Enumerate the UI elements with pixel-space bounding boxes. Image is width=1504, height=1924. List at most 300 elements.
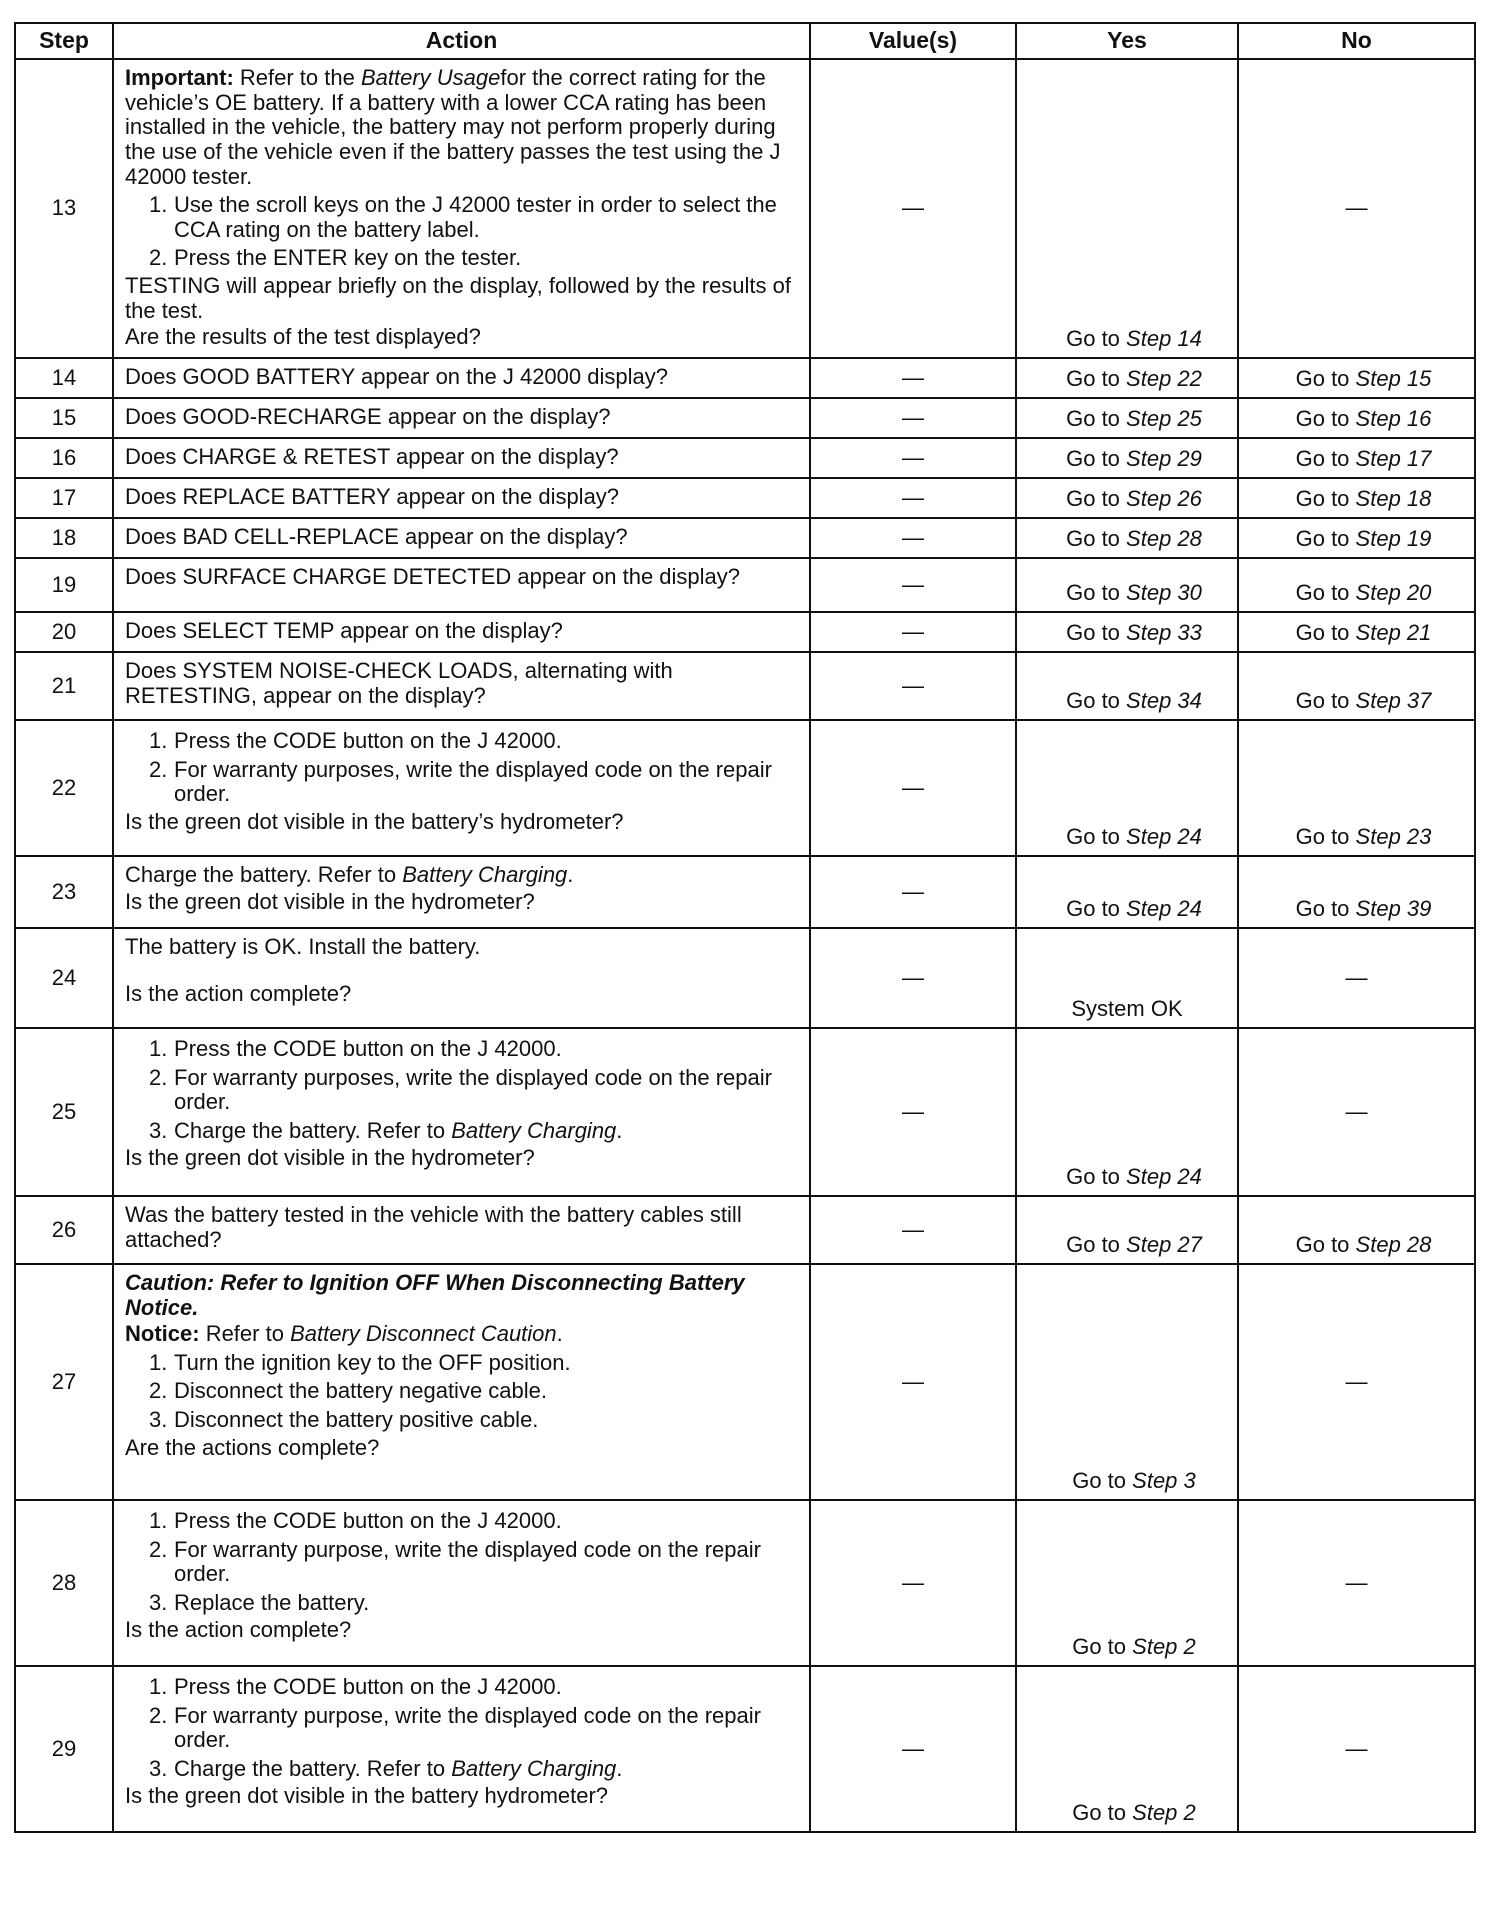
- values-cell: —: [810, 612, 1016, 652]
- step-reference: Step 39: [1355, 896, 1432, 922]
- numbered-item: [125, 758, 801, 807]
- numbered-item: [125, 1509, 801, 1534]
- text-run: Are the results of the test displayed?: [125, 324, 481, 350]
- yes-result: [1025, 327, 1229, 352]
- no-cell: [1238, 652, 1475, 720]
- step-number: 18: [15, 518, 113, 558]
- action-text: [125, 325, 801, 350]
- text-run: Is the green dot visible in the hydrometer?: [125, 1145, 535, 1171]
- text-run: for the correct rating for the vehicle’s OE battery. If a battery with a lower CCA rating has been installed in the vehicle, the battery may not perform properly during the use of the vehicle even if the battery passes the test using the J 42000 tester.: [125, 65, 781, 189]
- numbered-item: [125, 1066, 801, 1115]
- step-number: 20: [15, 612, 113, 652]
- step-number: 15: [15, 398, 113, 438]
- item-text: [174, 1379, 801, 1404]
- text-run: For warranty purpose, write the displayed code on the repair order.: [174, 1536, 761, 1587]
- text-run: Does BAD CELL-REPLACE appear on the display?: [125, 523, 628, 549]
- yes-result: [1025, 527, 1229, 552]
- no-cell: —: [1238, 1264, 1475, 1500]
- header-no: No: [1238, 23, 1475, 59]
- no-result: [1247, 487, 1466, 512]
- yes-cell: [1016, 928, 1238, 1028]
- goto-prefix: Go to: [1066, 620, 1120, 646]
- text-run: Does REPLACE BATTERY appear on the display?: [125, 483, 620, 509]
- yes-cell: [1016, 1500, 1238, 1666]
- text-run: For warranty purpose, write the displayed code on the repair order.: [174, 1702, 761, 1753]
- item-text: [174, 246, 801, 271]
- action-text: [125, 810, 801, 835]
- action-cell: [113, 1196, 810, 1264]
- header-values: Value(s): [810, 23, 1016, 59]
- action-cell: [113, 518, 810, 558]
- table-row: [15, 612, 1475, 652]
- numbered-item: [125, 1538, 801, 1587]
- text-run: Does GOOD-RECHARGE appear on the display?: [125, 403, 611, 429]
- step-reference: Step 30: [1126, 580, 1202, 606]
- goto-prefix: Go to: [1072, 1634, 1127, 1660]
- step-reference: Step 16: [1355, 406, 1432, 432]
- item-text: [174, 1591, 801, 1616]
- item-text: [174, 729, 801, 754]
- table-row: [15, 856, 1475, 928]
- action-text: [125, 1618, 801, 1643]
- table-row: [15, 59, 1475, 358]
- item-number: 2.: [149, 1536, 168, 1562]
- yes-cell: [1016, 1196, 1238, 1264]
- no-cell: [1238, 518, 1475, 558]
- table-row: [15, 1264, 1475, 1500]
- goto-prefix: Go to: [1066, 526, 1120, 552]
- step-number: 25: [15, 1028, 113, 1196]
- table-row: [15, 1666, 1475, 1832]
- no-result: [1247, 407, 1466, 432]
- yes-result: [1025, 825, 1229, 850]
- item-number: 1.: [149, 1507, 168, 1533]
- step-reference: Step 23: [1355, 824, 1432, 850]
- step-reference: Step 2: [1132, 1800, 1196, 1826]
- action-text: [125, 365, 801, 390]
- action-text: [125, 659, 801, 708]
- values-cell: —: [810, 358, 1016, 398]
- table-row: [15, 720, 1475, 856]
- no-result: [1247, 1233, 1466, 1258]
- yes-cell: [1016, 518, 1238, 558]
- step-number: 23: [15, 856, 113, 928]
- step-number: 17: [15, 478, 113, 518]
- step-number: 24: [15, 928, 113, 1028]
- numbered-item: [125, 729, 801, 754]
- no-cell: —: [1238, 928, 1475, 1028]
- step-reference: Step 20: [1355, 580, 1432, 606]
- table-row: [15, 478, 1475, 518]
- text-run: Press the CODE button on the J 42000.: [174, 1673, 562, 1699]
- text-run: The battery is OK. Install the battery.: [125, 933, 481, 959]
- numbered-item: [125, 1675, 801, 1700]
- action-cell: [113, 652, 810, 720]
- no-result: [1247, 621, 1466, 646]
- step-number: 16: [15, 438, 113, 478]
- no-cell: —: [1238, 1028, 1475, 1196]
- item-text: [174, 1351, 801, 1376]
- goto-prefix: Go to: [1066, 1164, 1120, 1190]
- action-cell: [113, 438, 810, 478]
- yes-result: [1025, 367, 1229, 392]
- action-text: [125, 890, 801, 915]
- no-cell: —: [1238, 1666, 1475, 1832]
- yes-result: [1025, 447, 1229, 472]
- item-number: 2.: [149, 1378, 168, 1404]
- action-cell: [113, 928, 810, 1028]
- action-text: [125, 982, 801, 1007]
- item-number: 2.: [149, 245, 168, 271]
- goto-prefix: Go to: [1295, 824, 1350, 850]
- goto-prefix: Go to: [1295, 526, 1350, 552]
- yes-result: [1025, 621, 1229, 646]
- goto-prefix: Go to: [1066, 486, 1120, 512]
- item-number: 3.: [149, 1755, 168, 1781]
- goto-prefix: Go to: [1295, 486, 1350, 512]
- numbered-item: [125, 246, 801, 271]
- text-run: Does CHARGE & RETEST appear on the display?: [125, 443, 619, 469]
- text-run: Does SYSTEM NOISE-CHECK LOADS, alternating with RETESTING, appear on the display?: [125, 657, 673, 708]
- item-text: [174, 1066, 801, 1115]
- no-result: [1247, 825, 1466, 850]
- text-run: Press the CODE button on the J 42000.: [174, 1035, 562, 1061]
- table-row: [15, 652, 1475, 720]
- goto-prefix: Go to: [1066, 366, 1120, 392]
- step-number: 27: [15, 1264, 113, 1500]
- no-cell: [1238, 398, 1475, 438]
- item-text: [174, 1538, 801, 1587]
- no-cell: [1238, 558, 1475, 612]
- item-text: [174, 1675, 801, 1700]
- table-row: [15, 1196, 1475, 1264]
- no-result: [1247, 581, 1466, 606]
- values-cell: —: [810, 518, 1016, 558]
- no-cell: —: [1238, 1500, 1475, 1666]
- item-text: [174, 1704, 801, 1753]
- yes-cell: [1016, 1666, 1238, 1832]
- yes-cell: [1016, 1264, 1238, 1500]
- step-reference: Step 25: [1126, 406, 1202, 432]
- table-body: [15, 59, 1475, 1832]
- no-result: [1247, 527, 1466, 552]
- step-reference: Step 18: [1355, 486, 1432, 512]
- numbered-item: [125, 1757, 801, 1782]
- step-reference: Step 29: [1126, 446, 1202, 472]
- reference-title: Battery Charging: [451, 1117, 617, 1143]
- item-number: 3.: [149, 1589, 168, 1615]
- yes-result: [1025, 487, 1229, 512]
- no-result: [1247, 897, 1466, 922]
- item-text: [174, 1037, 801, 1062]
- step-reference: Step 3: [1132, 1468, 1196, 1494]
- values-cell: —: [810, 1666, 1016, 1832]
- goto-prefix: Go to: [1066, 446, 1120, 472]
- text-run: Refer to: [205, 1321, 284, 1347]
- yes-cell: [1016, 478, 1238, 518]
- goto-prefix: Go to: [1295, 366, 1350, 392]
- step-number: 22: [15, 720, 113, 856]
- text-run: Are the actions complete?: [125, 1434, 380, 1460]
- yes-result: [1025, 1801, 1229, 1826]
- goto-prefix: Go to: [1295, 406, 1350, 432]
- goto-prefix: Go to: [1066, 406, 1120, 432]
- yes-cell: [1016, 59, 1238, 358]
- step-number: 26: [15, 1196, 113, 1264]
- item-text: [174, 1509, 801, 1534]
- action-cell: [113, 1500, 810, 1666]
- no-cell: [1238, 856, 1475, 928]
- diagnostic-table: [14, 22, 1476, 1833]
- item-text: [174, 1408, 801, 1433]
- values-cell: —: [810, 59, 1016, 358]
- reference-title: Battery Disconnect Caution: [290, 1321, 557, 1347]
- item-number: 1.: [149, 1673, 168, 1699]
- goto-prefix: Go to: [1295, 1232, 1350, 1258]
- text-run: Disconnect the battery negative cable.: [174, 1378, 548, 1404]
- goto-prefix: Go to: [1066, 1232, 1120, 1258]
- text-run: Is the green dot visible in the battery’s hydrometer?: [125, 808, 624, 834]
- table-row: [15, 928, 1475, 1028]
- action-text: [125, 485, 801, 510]
- action-cell: [113, 612, 810, 652]
- text-run: Does SURFACE CHARGE DETECTED appear on the display?: [125, 563, 741, 589]
- table-row: [15, 398, 1475, 438]
- action-cell: [113, 478, 810, 518]
- step-reference: Step 33: [1126, 620, 1202, 646]
- yes-result: [1025, 1233, 1229, 1258]
- step-reference: Step 21: [1355, 620, 1432, 646]
- step-reference: Step 28: [1126, 526, 1202, 552]
- text-run: .: [616, 1755, 623, 1781]
- text-run: .: [556, 1321, 563, 1347]
- yes-result: System OK: [1071, 996, 1183, 1022]
- values-cell: —: [810, 1500, 1016, 1666]
- text-run: Was the battery tested in the vehicle with the battery cables still attached?: [125, 1201, 742, 1252]
- yes-cell: [1016, 398, 1238, 438]
- text-run: For warranty purposes, write the displayed code on the repair order.: [174, 756, 772, 807]
- yes-result: [1025, 1165, 1229, 1190]
- goto-prefix: Go to: [1072, 1468, 1127, 1494]
- values-cell: —: [810, 1196, 1016, 1264]
- action-text: [125, 445, 801, 470]
- step-number: 29: [15, 1666, 113, 1832]
- step-number: 14: [15, 358, 113, 398]
- no-cell: [1238, 438, 1475, 478]
- yes-result: [1025, 1469, 1229, 1494]
- reference-title: Battery Usage: [360, 65, 501, 90]
- no-result: [1247, 447, 1466, 472]
- numbered-item: [125, 1379, 801, 1404]
- step-reference: Step 37: [1355, 688, 1432, 714]
- action-cell: [113, 1028, 810, 1196]
- text-run: Does GOOD BATTERY appear on the J 42000 display?: [125, 363, 668, 389]
- lead-label: Important:: [125, 65, 234, 90]
- values-cell: —: [810, 438, 1016, 478]
- yes-result: [1025, 897, 1229, 922]
- action-cell: [113, 720, 810, 856]
- step-reference: Step 27: [1126, 1232, 1202, 1258]
- action-cell: [113, 59, 810, 358]
- table-row: [15, 438, 1475, 478]
- no-cell: [1238, 720, 1475, 856]
- reference-title: Battery Charging: [402, 861, 568, 887]
- header-step: Step: [15, 23, 113, 59]
- goto-prefix: Go to: [1072, 1800, 1127, 1826]
- goto-prefix: Go to: [1295, 580, 1350, 606]
- numbered-item: [125, 1704, 801, 1753]
- item-text: [174, 758, 801, 807]
- text-run: Replace the battery.: [174, 1589, 370, 1615]
- goto-prefix: Go to: [1066, 326, 1120, 352]
- yes-result: [1025, 689, 1229, 714]
- lead-label: Notice:: [125, 1321, 200, 1347]
- text-run: Press the CODE button on the J 42000.: [174, 1507, 562, 1533]
- table-row: [15, 518, 1475, 558]
- item-number: 2.: [149, 1064, 168, 1090]
- item-number: 1.: [149, 192, 168, 218]
- action-cell: [113, 558, 810, 612]
- item-text: [174, 1119, 801, 1144]
- action-text: [125, 405, 801, 430]
- table-row: [15, 1028, 1475, 1196]
- step-number: 19: [15, 558, 113, 612]
- step-number: 21: [15, 652, 113, 720]
- yes-cell: [1016, 856, 1238, 928]
- step-reference: Step 22: [1126, 366, 1202, 392]
- no-cell: —: [1238, 59, 1475, 358]
- values-cell: —: [810, 928, 1016, 1028]
- goto-prefix: Go to: [1066, 896, 1120, 922]
- goto-prefix: Go to: [1295, 620, 1350, 646]
- values-cell: —: [810, 1264, 1016, 1500]
- item-number: 2.: [149, 1702, 168, 1728]
- item-text: [174, 1757, 801, 1782]
- item-number: 1.: [149, 1349, 168, 1375]
- action-text: [125, 565, 801, 590]
- step-reference: Step 14: [1126, 326, 1202, 352]
- text-run: Disconnect the battery positive cable.: [174, 1407, 539, 1432]
- numbered-item: [125, 1408, 801, 1433]
- action-cell: [113, 1264, 810, 1500]
- notice-text: [125, 66, 801, 189]
- values-cell: —: [810, 1028, 1016, 1196]
- notice-text: [125, 1322, 801, 1347]
- yes-result: [1025, 581, 1229, 606]
- step-reference: Step 24: [1126, 824, 1202, 850]
- no-cell: [1238, 1196, 1475, 1264]
- step-reference: Step 19: [1355, 526, 1432, 552]
- no-cell: [1238, 612, 1475, 652]
- text-run: .: [616, 1117, 623, 1143]
- goto-prefix: Go to: [1066, 580, 1120, 606]
- item-number: 3.: [149, 1117, 168, 1143]
- text-run: Charge the battery. Refer to: [174, 1755, 446, 1781]
- item-number: 3.: [149, 1407, 168, 1432]
- text-run: Use the scroll keys on the J 42000 tester in order to select the CCA rating on the battery label.: [174, 192, 777, 242]
- step-reference: Step 17: [1355, 446, 1432, 472]
- text-run: Is the green dot visible in the battery hydrometer?: [125, 1783, 609, 1809]
- yes-cell: [1016, 652, 1238, 720]
- table-row: [15, 358, 1475, 398]
- goto-prefix: Go to: [1295, 896, 1350, 922]
- text-run: Charge the battery. Refer to: [174, 1117, 446, 1143]
- step-reference: Step 28: [1355, 1232, 1432, 1258]
- no-cell: [1238, 478, 1475, 518]
- step-reference: Step 24: [1126, 1164, 1202, 1190]
- yes-cell: [1016, 720, 1238, 856]
- numbered-item: [125, 1591, 801, 1616]
- action-text: [125, 1784, 801, 1809]
- action-text: [125, 935, 801, 960]
- text-run: Is the green dot visible in the hydrometer?: [125, 888, 535, 914]
- text-run: Is the action complete?: [125, 1617, 352, 1643]
- values-cell: —: [810, 856, 1016, 928]
- table-row: [15, 1500, 1475, 1666]
- action-text: [125, 1436, 801, 1461]
- values-cell: —: [810, 478, 1016, 518]
- step-reference: Step 34: [1126, 688, 1202, 714]
- action-cell: [113, 1666, 810, 1832]
- caution-text: Caution: Refer to Ignition OFF When Disconnecting Battery Notice.: [125, 1269, 745, 1320]
- text-run: Charge the battery. Refer to: [125, 861, 397, 887]
- action-cell: [113, 398, 810, 438]
- text-run: Turn the ignition key to the OFF position.: [174, 1349, 571, 1375]
- text-run: Press the CODE button on the J 42000.: [174, 727, 562, 753]
- yes-cell: [1016, 612, 1238, 652]
- yes-result: [1025, 407, 1229, 432]
- header-row: [15, 23, 1475, 59]
- action-text: [125, 619, 801, 644]
- no-result: [1247, 367, 1466, 392]
- goto-prefix: Go to: [1295, 446, 1350, 472]
- action-text: [125, 274, 801, 323]
- item-number: 1.: [149, 1035, 168, 1061]
- item-text: [174, 193, 801, 242]
- text-run: For warranty purposes, write the displayed code on the repair order.: [174, 1064, 772, 1115]
- goto-prefix: Go to: [1066, 824, 1120, 850]
- text-run: TESTING will appear briefly on the display, followed by the results of the test.: [125, 273, 792, 323]
- yes-cell: [1016, 558, 1238, 612]
- step-number: 13: [15, 59, 113, 358]
- action-cell: [113, 856, 810, 928]
- numbered-item: [125, 1119, 801, 1144]
- table-row: [15, 558, 1475, 612]
- values-cell: —: [810, 652, 1016, 720]
- text-run: Is the action complete?: [125, 980, 352, 1006]
- yes-result: [1025, 1635, 1229, 1660]
- yes-cell: [1016, 1028, 1238, 1196]
- action-text: [125, 525, 801, 550]
- step-reference: Step 24: [1126, 896, 1202, 922]
- yes-cell: [1016, 358, 1238, 398]
- text-run: Refer to the: [239, 65, 355, 90]
- header-action: Action: [113, 23, 810, 59]
- action-cell: [113, 358, 810, 398]
- item-number: 2.: [149, 756, 168, 782]
- action-text: [125, 1203, 801, 1252]
- action-text: [125, 863, 801, 888]
- yes-cell: [1016, 438, 1238, 478]
- values-cell: —: [810, 398, 1016, 438]
- numbered-item: [125, 193, 801, 242]
- text-run: Press the ENTER key on the tester.: [174, 245, 522, 271]
- numbered-item: [125, 1037, 801, 1062]
- step-reference: Step 15: [1355, 366, 1432, 392]
- step-reference: Step 26: [1126, 486, 1202, 512]
- goto-prefix: Go to: [1066, 688, 1120, 714]
- action-text: [125, 1146, 801, 1171]
